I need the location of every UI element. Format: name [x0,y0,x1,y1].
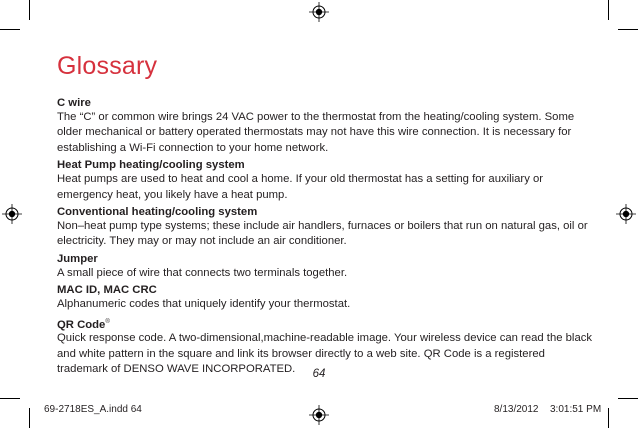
crop-mark-top-right [608,0,609,20]
crop-mark-top-left-h [0,29,20,30]
registration-mark-right-icon [616,204,636,224]
glossary-entry [57,158,597,203]
glossary-term [57,315,597,332]
registered-mark: ® [105,318,110,325]
glossary-definition: Alphanumeric codes that uniquely identify your thermostat. [57,298,351,311]
glossary-list [57,96,597,380]
glossary-term-text: QR Code [57,318,106,331]
glossary-definition: Quick response code. A two-dimensional,machine-readable image. Your wireless device can read the black and white pattern in the square and link its browser directly to a web site. QR Code is a registered trademark of DENSO WAVE INCORPORATED. [57,332,593,376]
glossary-term: MAC ID, MAC CRC [57,284,157,297]
slug-time: 3:01:51 PM [550,404,602,415]
crop-mark-top-left [29,0,30,20]
glossary-term: Jumper [57,252,98,265]
glossary-entry [57,252,597,281]
glossary-definition: Non–heat pump type systems; these include air handlers, furnaces or boilers that run on natural gas, oil or electricity. They may or may not include an air conditioner. [57,220,588,248]
glossary-entry [57,205,597,250]
crop-mark-bottom-left-h [0,398,20,399]
glossary-definition: Heat pumps are used to heat and cool a home. If your old thermostat has a setting for auxiliary or emergency heat, you likely have a heat pump. [57,173,544,201]
glossary-definition: A small piece of wire that connects two terminals together. [57,266,348,279]
registration-mark-top-icon [309,2,329,22]
crop-mark-top-right-h [618,29,638,30]
glossary-definition: The “C” or common wire brings 24 VAC power to the thermostat from the heating/cooling system. Some older mechanical or battery operated thermostats may not have this wire connection. It is necessary for establishing a Wi-Fi connection to your home network. [57,111,575,154]
glossary-term: Conventional heating/cooling system [57,206,258,219]
glossary-entry [57,283,597,312]
registration-mark-left-icon [2,204,22,224]
registration-mark-bottom-icon [309,405,329,425]
slug-date: 8/13/2012 [494,404,539,415]
glossary-term: Heat Pump heating/cooling system [57,159,245,172]
page-title: Glossary [57,52,158,80]
page-number: 64 [312,368,326,380]
slug-filename: 69-2718ES_A.indd 64 [44,404,142,415]
glossary-entry [57,96,597,156]
crop-mark-bottom-right [608,408,609,428]
crop-mark-bottom-left [29,408,30,428]
glossary-term: C wire [57,97,91,109]
crop-mark-bottom-right-h [618,398,638,399]
